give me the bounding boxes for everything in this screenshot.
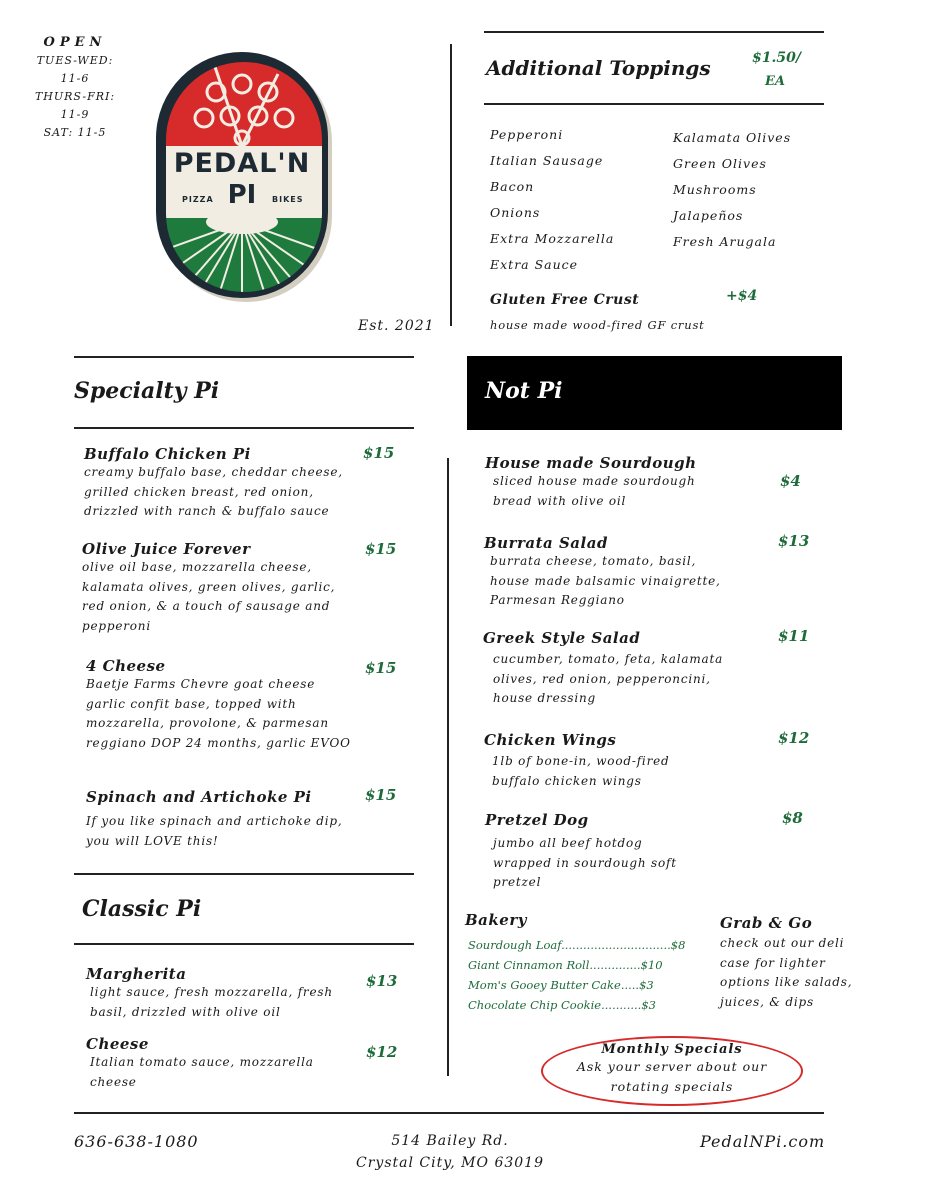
item-desc: [86, 983, 356, 1022]
footer-address: [340, 1130, 560, 1174]
item-desc: [86, 675, 361, 753]
menu-item-spinach-artichoke: [86, 788, 361, 851]
bakery-item-name: Giant Cinnamon Roll: [468, 958, 590, 972]
menu-item-olive-juice: [82, 540, 352, 636]
item-desc: [86, 812, 361, 851]
desc-line: cheese: [90, 1074, 137, 1089]
topping-item: Extra Sauce: [490, 257, 579, 272]
desc-line: olive oil base, mozzarella cheese,: [82, 560, 312, 574]
desc-line: red onion, & a touch of sausage and: [82, 599, 331, 613]
desc-line: you will LOVE this!: [86, 833, 219, 848]
specialty-heading: Specialty Pi: [74, 378, 220, 404]
rule: [484, 31, 824, 33]
hours-line: 11-9: [60, 108, 90, 121]
bakery-item-name: Mom's Gooey Butter Cake: [468, 978, 621, 992]
topping-item: Bacon: [490, 179, 535, 194]
toppings-heading: Additional Toppings: [486, 56, 711, 80]
bakery-item-price: $8: [670, 938, 686, 952]
grabgo-heading: Grab & Go: [720, 914, 813, 932]
bakery-item-price: $3: [639, 978, 654, 992]
desc-line: options like salads,: [720, 975, 853, 989]
item-desc: [84, 463, 354, 522]
item-name: 4 Cheese: [86, 657, 166, 675]
menu-item-cheese: [86, 1035, 356, 1092]
toppings-price-unit: EA: [765, 74, 785, 89]
desc-line: Italian tomato sauce, mozzarella: [90, 1055, 314, 1069]
topping-item: Extra Mozzarella: [490, 231, 615, 246]
footer-phone: 636-638-1080: [74, 1132, 199, 1151]
grabgo-desc: [720, 934, 870, 1012]
menu-item-greek-salad: [483, 629, 763, 709]
desc-line: check out our deli: [720, 936, 845, 950]
topping-item: Fresh Arugala: [673, 234, 777, 249]
dot-leader: ...........: [601, 998, 642, 1012]
desc-line: drizzled with ranch & buffalo sauce: [84, 504, 330, 518]
menu-item-margherita: [86, 965, 356, 1022]
item-name: Margherita: [86, 965, 187, 983]
desc-line: grilled chicken breast, red onion,: [84, 484, 314, 499]
desc-line: light sauce, fresh mozzarella, fresh: [90, 985, 333, 999]
item-price: $4: [780, 472, 801, 490]
desc-line: olives, red onion, pepperoncini,: [493, 671, 711, 686]
desc-line: bread with olive oil: [493, 493, 627, 508]
classic-heading: Classic Pi: [82, 896, 202, 922]
hours-title: OPEN: [43, 35, 107, 50]
desc-line: garlic confit base, topped with: [86, 696, 297, 711]
topping-item: Onions: [490, 205, 541, 220]
bakery-list: [468, 935, 686, 1015]
logo-pizza-word: PIZZA: [182, 195, 214, 204]
menu-item-chicken-wings: [484, 731, 744, 791]
dot-leader: ..............................: [561, 938, 671, 952]
hours-line: TUES-WED:: [36, 54, 114, 67]
bakery-item: [468, 955, 662, 975]
rule: [484, 103, 824, 105]
desc-line: creamy buffalo base, cheddar cheese,: [84, 465, 343, 479]
logo-bikes-word: BIKES: [272, 195, 304, 204]
menu-item-4-cheese: [86, 657, 361, 753]
desc-line: wrapped in sourdough soft: [493, 855, 677, 870]
item-price: $15: [363, 444, 395, 462]
desc-line: reggiano DOP 24 months, garlic EVOO: [86, 735, 351, 750]
desc-line: house made balsamic vinaigrette,: [490, 573, 721, 588]
toppings-list-left: [490, 122, 614, 278]
item-price: $13: [778, 532, 810, 550]
divider-vertical-top: [450, 44, 452, 326]
established-year: Est. 2021: [358, 318, 435, 334]
item-name: House made Sourdough: [485, 454, 697, 472]
gluten-free-desc: house made wood-fired GF crust: [490, 318, 705, 332]
desc-line: pepperoni: [82, 618, 151, 633]
item-desc: [485, 834, 745, 893]
hours-line: 11-6: [60, 72, 90, 85]
item-price: $12: [778, 729, 810, 747]
rule: [74, 943, 414, 945]
toppings-list-right: [673, 125, 791, 255]
item-desc: [483, 650, 763, 709]
menu-item-buffalo-chicken: [84, 445, 354, 522]
logo: [154, 50, 334, 304]
specials-title: Monthly Specials: [601, 1042, 743, 1057]
item-name: Cheese: [86, 1035, 149, 1053]
address-line: 514 Bailey Rd.: [391, 1133, 509, 1149]
desc-line: If you like spinach and artichoke dip,: [86, 814, 343, 828]
hours-line: THURS-FRI:: [34, 90, 116, 103]
item-price: $8: [782, 809, 803, 827]
item-name: Greek Style Salad: [483, 629, 641, 647]
divider-vertical-bottom: [447, 458, 449, 1076]
notpi-heading: Not Pi: [485, 378, 563, 404]
bakery-heading: Bakery: [465, 911, 527, 929]
bakery-item: [468, 995, 662, 1015]
desc-line: case for lighter: [720, 955, 826, 970]
logo-name-line1: PEDAL'N: [173, 148, 311, 179]
bakery-item-name: Sourdough Loaf: [468, 938, 562, 952]
item-price: $13: [366, 972, 398, 990]
bakery-item: [468, 935, 686, 955]
footer-website: PedalNPi.com: [700, 1132, 826, 1151]
desc-line: jumbo all beef hotdog: [493, 836, 643, 850]
item-desc: [484, 752, 744, 791]
rule: [74, 873, 414, 875]
gluten-free-name: Gluten Free Crust: [490, 292, 640, 308]
topping-item: Italian Sausage: [490, 153, 604, 168]
item-price: $12: [366, 1043, 398, 1061]
item-price: $15: [365, 540, 397, 558]
address-line: Crystal City, MO 63019: [356, 1155, 544, 1171]
desc-line: cucumber, tomato, feta, kalamata: [493, 652, 724, 666]
footer-rule: [74, 1112, 824, 1114]
item-desc: [82, 558, 352, 636]
bakery-item-price: $10: [640, 958, 663, 972]
menu-item-sourdough: [485, 454, 745, 511]
gluten-free-price: +$4: [726, 288, 758, 304]
item-desc: [484, 552, 764, 611]
topping-item: Green Olives: [673, 156, 767, 171]
item-price: $15: [365, 659, 397, 677]
desc-line: Parmesan Reggiano: [490, 593, 625, 607]
bakery-item-price: $3: [641, 998, 656, 1012]
desc-line: juices, & dips: [720, 994, 814, 1009]
desc-line: house dressing: [493, 691, 597, 705]
topping-item: Kalamata Olives: [673, 130, 792, 145]
specials-callout: [541, 1036, 803, 1106]
topping-item: Pepperoni: [490, 127, 564, 142]
item-price: $11: [778, 627, 810, 645]
rule: [74, 427, 414, 429]
item-name: Chicken Wings: [484, 731, 617, 749]
dot-leader: ..............: [589, 958, 641, 972]
menu-item-pretzel-dog: [485, 811, 745, 893]
item-name: Buffalo Chicken Pi: [84, 445, 251, 463]
item-name: Burrata Salad: [484, 534, 608, 552]
item-desc: [86, 1053, 356, 1092]
item-name: Olive Juice Forever: [82, 540, 251, 558]
logo-name-line2: PI: [227, 180, 257, 210]
toppings-price: $1.50/: [752, 50, 801, 66]
item-desc: [485, 472, 745, 511]
item-price: $15: [365, 786, 397, 804]
bakery-item: [468, 975, 662, 995]
notpi-heading-bar: [467, 356, 842, 430]
menu-item-burrata: [484, 534, 764, 611]
topping-item: Jalapeños: [673, 208, 744, 223]
hours-line: SAT: 11-5: [43, 126, 107, 139]
hours-block: [20, 34, 130, 142]
item-name: Pretzel Dog: [485, 811, 589, 829]
desc-line: Baetje Farms Chevre goat cheese: [86, 677, 316, 691]
desc-line: 1lb of bone-in, wood-fired: [492, 754, 670, 768]
specials-line2: rotating specials: [610, 1079, 734, 1094]
topping-item: Mushrooms: [673, 182, 757, 197]
desc-line: pretzel: [493, 875, 542, 889]
desc-line: buffalo chicken wings: [492, 773, 642, 788]
desc-line: kalamata olives, green olives, garlic,: [82, 579, 336, 594]
specials-line1: Ask your server about our: [576, 1059, 768, 1074]
desc-line: mozzarella, provolone, & parmesan: [86, 716, 329, 730]
bakery-item-name: Chocolate Chip Cookie: [468, 998, 602, 1012]
desc-line: basil, drizzled with olive oil: [90, 1004, 281, 1019]
dot-leader: .....: [620, 978, 640, 992]
desc-line: sliced house made sourdough: [493, 474, 696, 488]
rule: [74, 356, 414, 358]
item-name: Spinach and Artichoke Pi: [86, 788, 312, 806]
desc-line: burrata cheese, tomato, basil,: [490, 554, 697, 568]
